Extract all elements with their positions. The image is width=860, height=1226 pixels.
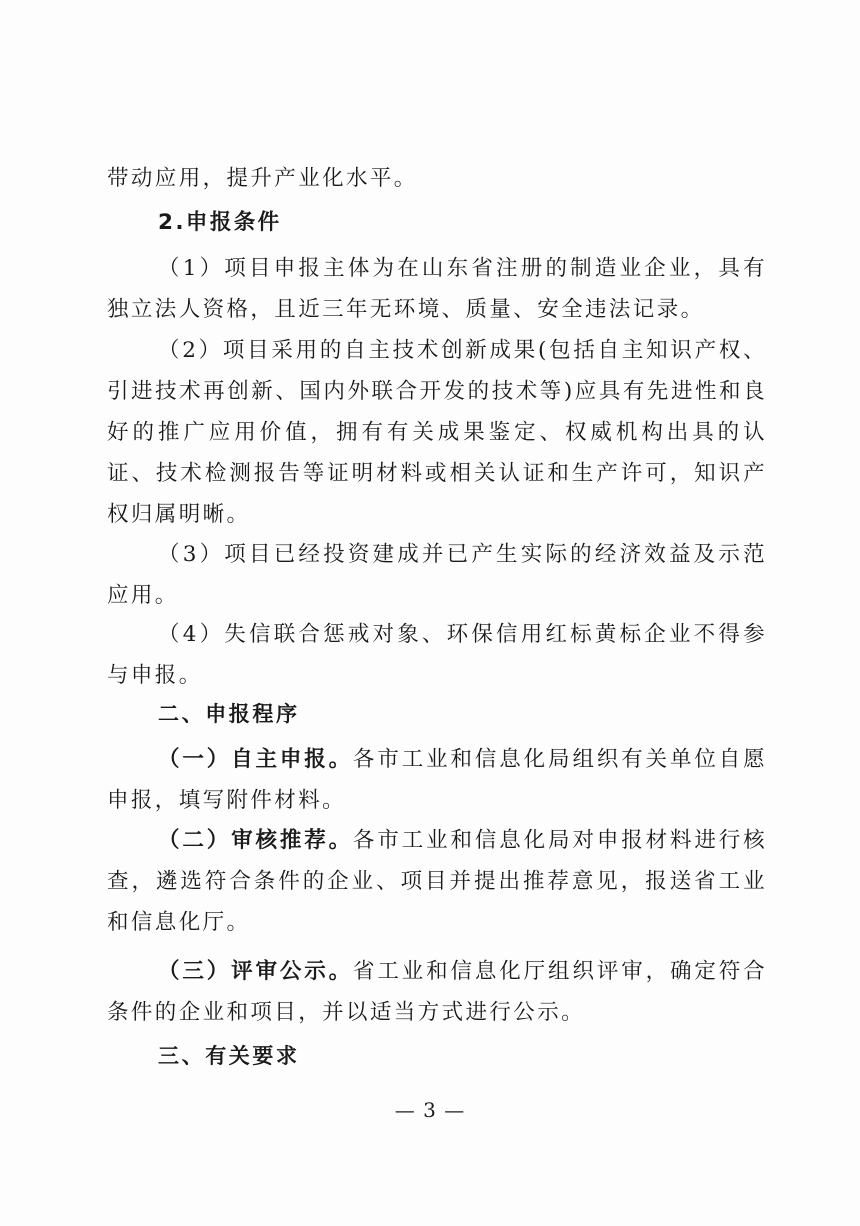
section-2-title: 2.申报条件 bbox=[158, 210, 282, 235]
procedure-step-2-head: （二）审核推荐。 bbox=[158, 828, 354, 853]
condition-1: （1）项目申报主体为在山东省注册的制造业企业，具有独立法人资格，且近三年无环境、质量、安全违法记录。 bbox=[107, 256, 767, 322]
procedure-step-1-body: 各市工业和信息化局组织有关单位自愿申报，填写附件材料。 bbox=[107, 747, 767, 813]
condition-4: （4）失信联合惩戒对象、环保信用红标黄标企业不得参与申报。 bbox=[107, 622, 767, 688]
procedure-step-3-body: 省工业和信息化厅组织评审，确定符合条件的企业和项目，并以适当方式进行公示。 bbox=[107, 959, 767, 1025]
procedure-step-3 bbox=[107, 951, 767, 1033]
page-number: — 3 — bbox=[394, 1098, 466, 1122]
procedure-step-1 bbox=[107, 739, 767, 821]
condition-3: （3）项目已经投资建成并已产生实际的经济效益及示范应用。 bbox=[107, 542, 767, 608]
section-two-title: 二、申报程序 bbox=[158, 702, 300, 726]
procedure-step-2 bbox=[107, 820, 767, 943]
intro-line: 带动应用，提升产业化水平。 bbox=[107, 166, 418, 191]
procedure-step-2-body: 各市工业和信息化局对申报材料进行核查，遴选符合条件的企业、项目并提出推荐意见，报送省工业和信息化厅。 bbox=[107, 828, 767, 935]
procedure-step-1-head: （一）自主申报。 bbox=[158, 747, 354, 772]
procedure-step-3-head: （三）评审公示。 bbox=[158, 959, 354, 984]
section-three-title: 三、有关要求 bbox=[158, 1044, 300, 1068]
condition-2: （2）项目采用的自主技术创新成果(包括自主知识产权、引进技术再创新、国内外联合开发的技术等)应具有先进性和良好的推广应用价值，拥有有关成果鉴定、权威机构出具的认证、技术检测报告等证明材料或相关认证和生产许可，知识产权归属明晰。 bbox=[107, 338, 767, 527]
